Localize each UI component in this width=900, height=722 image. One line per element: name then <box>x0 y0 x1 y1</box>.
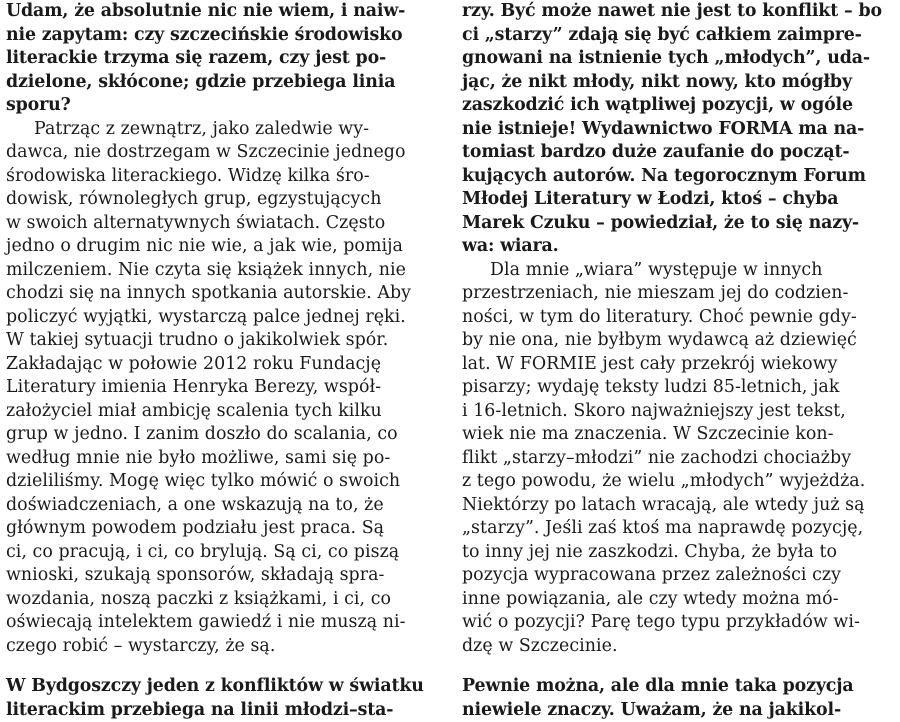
text-line: dzielone, skłócone; gdzie przebiega linia <box>6 71 442 95</box>
text-line: pozycja wypracowana przez zależności czy <box>462 564 898 588</box>
text-line: wić o pozycji? Parę tego typu przykładów wi- <box>462 611 898 635</box>
interview-question <box>6 0 442 118</box>
interview-question <box>462 675 898 722</box>
text-line: czego robić – wystarczy, że są. <box>6 635 442 659</box>
text-line: wa: wiara. <box>462 235 898 259</box>
text-line: środowiska literackiego. Widzę kilka śro- <box>6 165 442 189</box>
text-line: głównym powodem podziału jest praca. Są <box>6 517 442 541</box>
text-line: Dla mnie „wiara” występuje w innych <box>462 259 898 283</box>
text-line: inne powiązania, ale czy wtedy można mó- <box>462 588 898 612</box>
text-line: sporu? <box>6 94 442 118</box>
text-line: ności, w tym do literatury. Choć pewnie gdy- <box>462 306 898 330</box>
interview-question <box>6 675 442 722</box>
text-line: założyciel miał ambicję scalenia tych kilku <box>6 400 442 424</box>
text-line: oświecają intelektem gawiedź i nie muszą ni- <box>6 611 442 635</box>
text-line: by nie ona, nie byłbym wydawcą aż dziewięć <box>462 329 898 353</box>
text-line: wiek nie ma znaczenia. W Szczecinie kon- <box>462 423 898 447</box>
text-line: nie zapytam: czy szczecińskie środowisko <box>6 24 442 48</box>
text-line: W Bydgoszczy jeden z konfliktów w światku <box>6 675 442 699</box>
text-line: przestrzeniach, nie mieszam jej do codzien- <box>462 282 898 306</box>
text-line: to inny jej nie zaszkodzi. Chyba, że była to <box>462 541 898 565</box>
text-line: Patrząc z zewnątrz, jako zaledwie wy- <box>6 118 442 142</box>
text-line: dowisk, równoległych grup, egzystujących <box>6 188 442 212</box>
text-line: jedno o drugim nic nie wie, a jak wie, pomija <box>6 235 442 259</box>
text-line: Zakładając w połowie 2012 roku Fundację <box>6 353 442 377</box>
text-line: dzieliliśmy. Mogę więc tylko mówić o swoich <box>6 470 442 494</box>
paragraph-gap <box>6 658 442 675</box>
text-line: W takiej sytuacji trudno o jakikolwiek spór. <box>6 329 442 353</box>
text-line: literackie trzyma się razem, czy jest po- <box>6 47 442 71</box>
text-line: chodzi się na innych spotkania autorskie. Aby <box>6 282 442 306</box>
text-line: według mnie nie było możliwe, sami się po- <box>6 447 442 471</box>
text-line: zaszkodzić ich wątpliwej pozycji, w ogóle <box>462 94 898 118</box>
text-line: policzyć wyjątki, wystarczą palce jednej ręki. <box>6 306 442 330</box>
interview-answer <box>462 259 898 659</box>
text-line: niewiele znaczy. Uważam, że na jakikol- <box>462 699 898 722</box>
text-line: wnioski, szukają sponsorów, składają spra- <box>6 564 442 588</box>
text-line: nie istnieje! Wydawnictwo FORMA ma na- <box>462 118 898 142</box>
text-line: rzy. Być może nawet nie jest to konflikt – bo <box>462 0 898 24</box>
interview-question <box>462 0 898 259</box>
text-line: Pewnie można, ale dla mnie taka pozycja <box>462 675 898 699</box>
text-line: „starzy”. Jeśli zaś ktoś ma naprawdę pozycję, <box>462 517 898 541</box>
text-line: ci „starzy” zdają się być całkiem zaimpre- <box>462 24 898 48</box>
text-line: literackim przebiega na linii młodzi–sta- <box>6 699 442 722</box>
text-line: jąc, że nikt młody, nikt nowy, kto mógłby <box>462 71 898 95</box>
text-line: z tego powodu, że wielu „młodych” wyjeżdża. <box>462 470 898 494</box>
text-line: ci, co pracują, i ci, co brylują. Są ci, co piszą <box>6 541 442 565</box>
text-line: grup w jedno. I zanim doszło do scalania, co <box>6 423 442 447</box>
text-line: kujących autorów. Na tegorocznym Forum <box>462 165 898 189</box>
text-line: gnowani na istnienie tych „młodych”, uda- <box>462 47 898 71</box>
text-line: tomiast bardzo duże zaufanie do począt- <box>462 141 898 165</box>
text-line: wozdania, noszą paczki z książkami, i ci, co <box>6 588 442 612</box>
text-line: Literatury imienia Henryka Berezy, współ- <box>6 376 442 400</box>
paragraph-gap <box>462 658 898 675</box>
text-line: Młodej Literatury w Łodzi, ktoś – chyba <box>462 188 898 212</box>
text-line: lat. W FORMIE jest cały przekrój wiekowy <box>462 353 898 377</box>
text-line: Marek Czuku – powiedział, że to się nazy- <box>462 212 898 236</box>
text-line: flikt „starzy–młodzi” nie zachodzi chociażby <box>462 447 898 471</box>
text-line: w swoich alternatywnych światach. Często <box>6 212 442 236</box>
text-line: Udam, że absolutnie nic nie wiem, i naiw- <box>6 0 442 24</box>
interview-answer <box>6 118 442 659</box>
text-line: doświadczeniach, a one wskazują na to, że <box>6 494 442 518</box>
text-line: pisarzy; wydaję teksty ludzi 85-letnich, jak <box>462 376 898 400</box>
text-line: dawca, nie dostrzegam w Szczecinie jednego <box>6 141 442 165</box>
left-column <box>6 0 442 722</box>
text-line: milczeniem. Nie czyta się książek innych, nie <box>6 259 442 283</box>
text-line: Niektórzy po latach wracają, ale wtedy już są <box>462 494 898 518</box>
text-line: i 16-letnich. Skoro najważniejszy jest tekst, <box>462 400 898 424</box>
right-column <box>462 0 898 722</box>
text-line: dzę w Szczecinie. <box>462 635 898 659</box>
